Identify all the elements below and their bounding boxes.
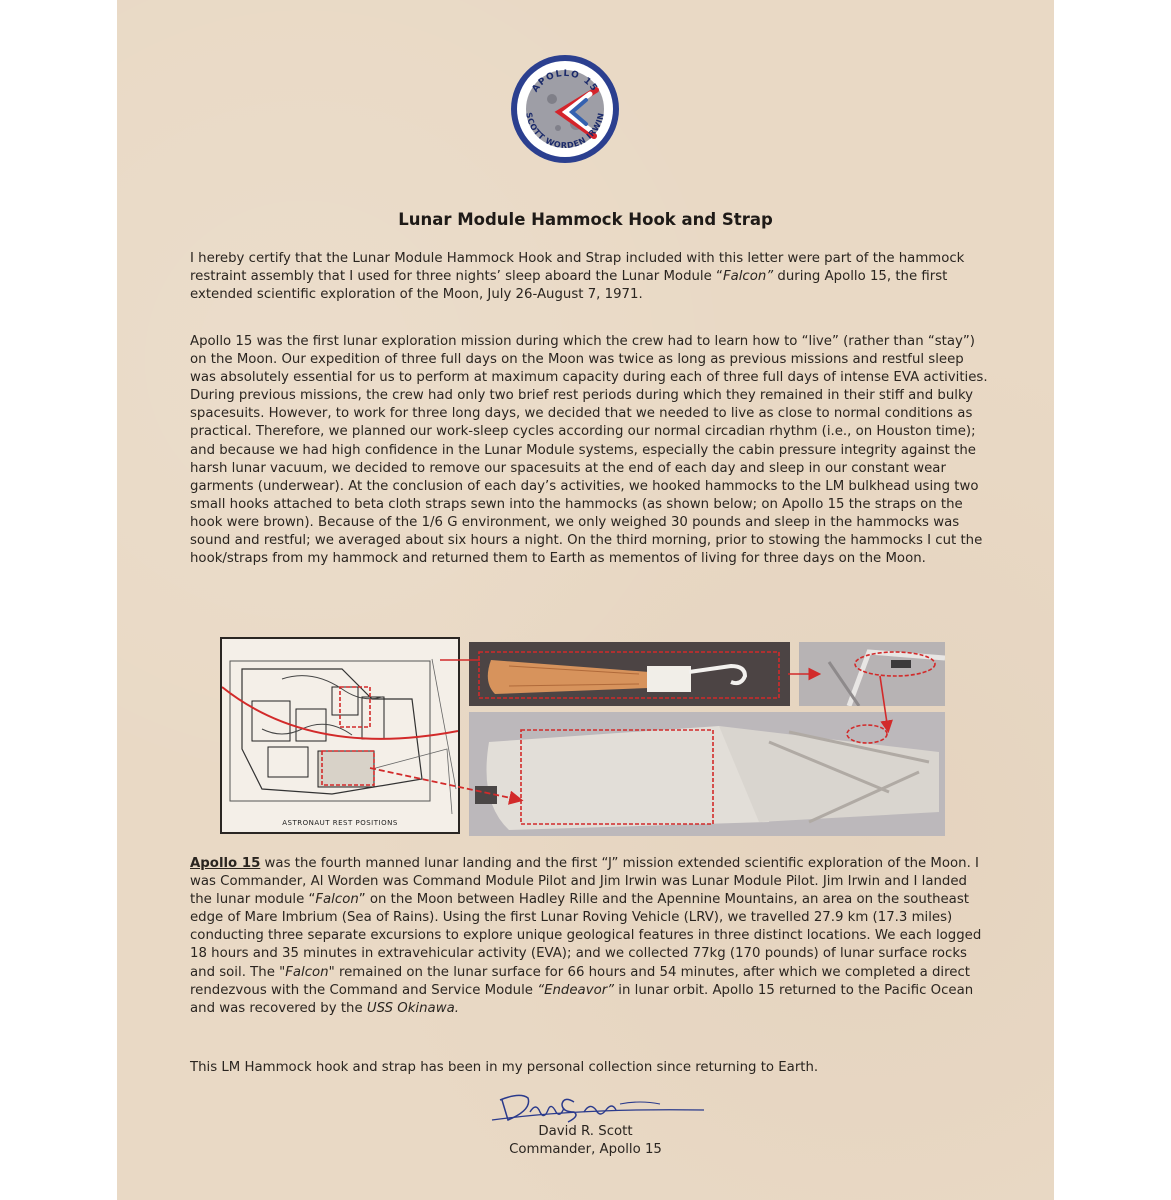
lm-rest-positions-diagram (220, 637, 460, 834)
hammock-story-paragraph: Apollo 15 was the first lunar exploration mission during which the crew had to learn how to “live” (rather than “stay”) on the Moon. Our expedition of three full days on the Moon was twice as long as previous missions and restful sleep was absolutely essential for us to perform at maximum capacity during each of three full days of intense EVA activities. During previous missions, the crew had only two brief rest periods during which they remained in their stiff and bulky spacesuits. However, to work for three long days, we decided that we needed to live as close to normal conditions as practical. Therefore, we planned our work-sleep cycles according our normal circadian rhythm (i.e., on Houston time); and because we had high confidence in the Lunar Module systems, especially the cabin pressure integrity against the harsh lunar vacuum, we decided to remove our spacesuits at the end of each day and sleep in our constant wear garments (underwear). At the conclusion of each day’s activities, we hooked hammocks to the LM bulkhead using two small hooks attached to beta cloth straps sewn into the hammocks (as shown below; on Apollo 15 the straps on the hook were brown). Because of the 1/6 G environment, we only weighed 30 pounds and sleep in the hammocks was sound and restful; we averaged about six hours a night. On the third morning, prior to stowing the hammocks I cut the hook/straps from my hammock and returned them to Earth as mementos of living for three days on the Moon. (190, 334, 988, 567)
diagram-caption: ASTRONAUT REST POSITIONS (282, 819, 398, 827)
patch-mission-text: APOLLO 15 (530, 68, 600, 95)
signatory-role: Commander, Apollo 15 (509, 1142, 662, 1157)
mission-summary-paragraph: Apollo 15 was the fourth manned lunar landing and the first “J” mission extended scientific exploration of the Moon. I was Commander, Al Worden was Command Module Pilot and Jim Irwin was Lunar Module Pilot. Jim Irwin and I landed the lunar module “Falcon” on the Moon between Hadley Rille and the Apennine Mountains, an area on the southeast edge of Mare Imbrium (Sea of Rains). Using the first Lunar Roving Vehicle (LRV), we travelled 27.9 km (17.3 miles) conducting three separate excursions to explore unique geological features in three distinct locations. We each logged 18 hours and 35 minutes in extravehicular activity (EVA); and we collected 77kg (170 pounds) of lunar surface rocks and soil. The "Falcon" remained on the lunar surface for 66 hours and 54 minutes, after which we completed a direct rendezvous with the Command and Service Module “Endeavor” in lunar orbit. Apollo 15 returned to the Pacific Ocean and was recovered by the USS Okinawa. (190, 856, 982, 1016)
hammock-photo (469, 712, 945, 836)
handwritten-signature (490, 1090, 710, 1124)
certification-paragraph: I hereby certify that the Lunar Module Hammock Hook and Strap included with this letter were part of the hammock restraint assembly that I used for three nights’ sleep aboard the Lunar Module “Falcon” during Apollo 15, the first extended scientific exploration of the Moon, July 26-August 7, 1971. (190, 251, 965, 303)
patch-crater (555, 125, 561, 131)
bulkhead-drawing (799, 642, 945, 706)
letter-page (117, 0, 1054, 1200)
hammock-drawing (469, 712, 945, 836)
apollo-15-patch (510, 54, 620, 164)
hook-bulkhead-photo (799, 642, 945, 706)
patch-crater (547, 94, 557, 104)
hook-strap-drawing (469, 642, 790, 706)
lm-diagram-drawing (222, 639, 458, 832)
document-title: Lunar Module Hammock Hook and Strap (398, 210, 773, 229)
hook-and-strap-photo (469, 642, 790, 706)
patch-crew-text: SCOTT WORDEN IRWIN (524, 111, 606, 151)
signatory-name: David R. Scott (538, 1124, 633, 1139)
provenance-paragraph: This LM Hammock hook and strap has been in my personal collection since returning to Earth. (190, 1060, 819, 1075)
